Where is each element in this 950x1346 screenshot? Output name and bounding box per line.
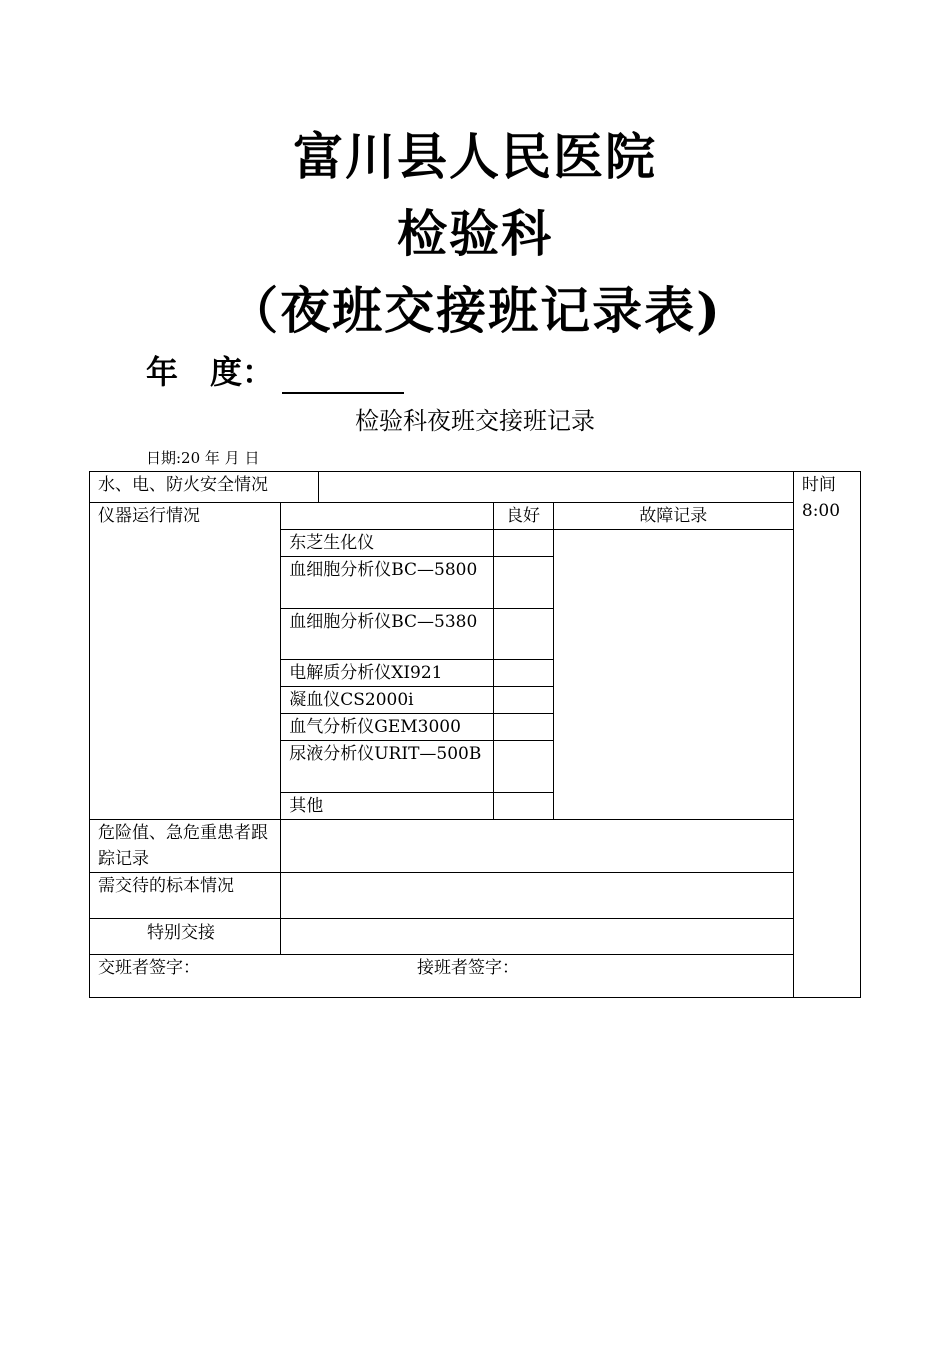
year-label: 年 度： bbox=[146, 353, 275, 391]
title-department: 检验科 bbox=[397, 204, 553, 263]
instrument-name: 尿液分析仪URIT—500B bbox=[281, 741, 493, 793]
receiver-sign-label: 接班者签字： bbox=[417, 958, 519, 978]
instrument-name: 东芝生化仪 bbox=[281, 530, 493, 557]
instrument-good-cell[interactable] bbox=[493, 687, 553, 714]
handover-table bbox=[89, 471, 861, 998]
instrument-good-cell[interactable] bbox=[493, 660, 553, 687]
record-subtitle: 检验科夜班交接班记录 bbox=[355, 407, 595, 435]
critical-label: 危险值、急危重患者跟踪记录 bbox=[90, 820, 281, 873]
special-label: 特别交接 bbox=[90, 919, 281, 955]
document-title bbox=[0, 118, 950, 349]
instrument-good-cell[interactable] bbox=[493, 609, 553, 660]
fault-record-cell[interactable] bbox=[553, 530, 793, 820]
instrument-good-cell[interactable] bbox=[493, 557, 553, 609]
time-cell bbox=[793, 472, 860, 998]
title-form-name: （夜班交接班记录表) bbox=[228, 281, 722, 340]
instrument-good-cell[interactable] bbox=[493, 793, 553, 820]
specimen-value[interactable] bbox=[281, 873, 794, 919]
date-label: 日期:20 年 月 日 bbox=[146, 449, 260, 467]
instrument-header-blank bbox=[281, 503, 493, 530]
critical-value[interactable] bbox=[281, 820, 794, 873]
time-value: 8:00 bbox=[801, 501, 841, 521]
instrument-name: 血细胞分析仪BC—5800 bbox=[281, 557, 493, 609]
instrument-label: 仪器运行情况 bbox=[90, 503, 281, 820]
instrument-good-cell[interactable] bbox=[493, 530, 553, 557]
signature-row bbox=[90, 955, 794, 998]
title-hospital: 富川县人民医院 bbox=[293, 127, 657, 186]
instrument-name: 电解质分析仪XI921 bbox=[281, 660, 493, 687]
safety-label: 水、电、防火安全情况 bbox=[90, 472, 319, 503]
handover-sign-label: 交班者签字： bbox=[98, 958, 200, 978]
safety-value[interactable] bbox=[319, 472, 794, 503]
year-blank-line[interactable] bbox=[282, 358, 404, 394]
year-field bbox=[146, 350, 404, 394]
instrument-name: 凝血仪CS2000i bbox=[281, 687, 493, 714]
instrument-name: 血细胞分析仪BC—5380 bbox=[281, 609, 493, 660]
col-good-header: 良好 bbox=[493, 503, 553, 530]
col-fault-header: 故障记录 bbox=[553, 503, 793, 530]
instrument-name: 其他 bbox=[281, 793, 493, 820]
specimen-label: 需交待的标本情况 bbox=[90, 873, 281, 919]
special-value[interactable] bbox=[281, 919, 794, 955]
instrument-good-cell[interactable] bbox=[493, 714, 553, 741]
time-label: 时间 bbox=[801, 475, 836, 495]
instrument-name: 血气分析仪GEM3000 bbox=[281, 714, 493, 741]
instrument-good-cell[interactable] bbox=[493, 741, 553, 793]
